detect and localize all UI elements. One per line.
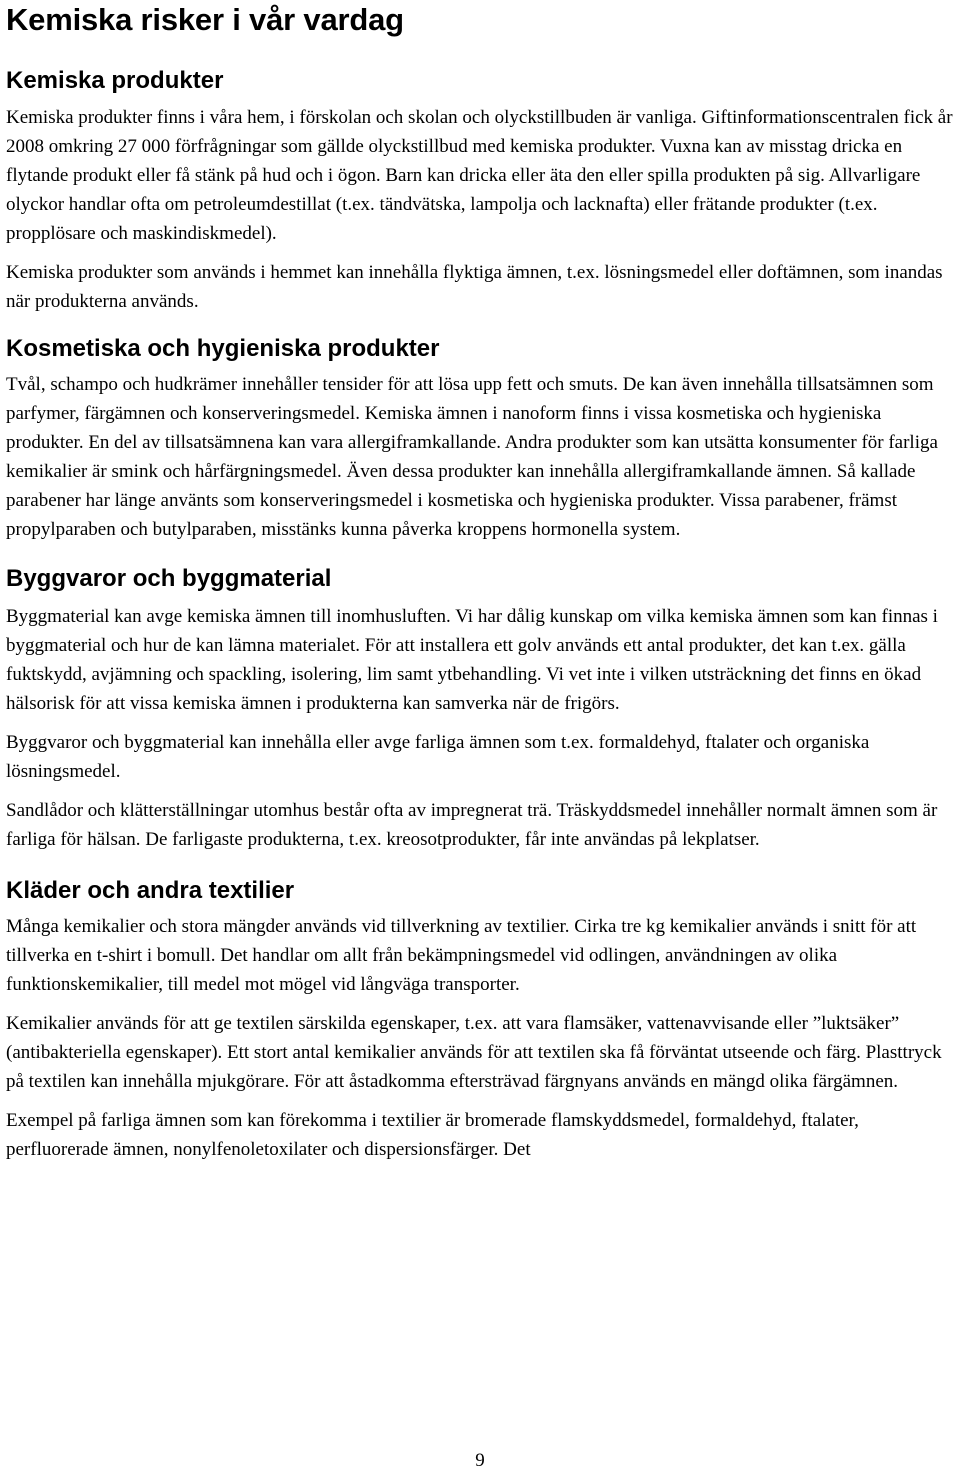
paragraph-klader-3: Exempel på farliga ämnen som kan förekomma i textilier är bromerade flamskyddsmedel, formaldehyd, ftalater, perfluorerade ämnen, nonylfenoletoxilater och dispersionsfärger. Det: [6, 1110, 859, 1160]
paragraph-byggvaror-2: Byggvaror och byggmaterial kan innehålla eller avge farliga ämnen som t.ex. formaldehyd, ftalater och organiska lösningsmedel.: [6, 732, 870, 782]
section-heading-kosmetiska: Kosmetiska och hygieniska produkter: [6, 335, 440, 362]
paragraph-kosmetiska-1: Tvål, schampo och hudkrämer innehåller tensider för att lösa upp fett och smuts. De kan även innehålla tillsatsämnen som parfymer, färgämnen och konserveringsmedel. Kemiska ämnen i nanoform finns i vissa kosmetiska och hygieniska produkter. En del av tillsatsämnena kan vara allergiframkallande. Andra produkter som kan utsätta konsumenter för farliga kemikalier är smink och hårfärgningsmedel. Även dessa produkter kan innehålla allergiframkallande ämnen. Så kallade parabener har länge använts som konserveringsmedel i kosmetiska och hygieniska produkter. Vissa parabener, främst propylparaben och butylparaben, misstänks kunna påverka kroppens hormonella system.: [6, 374, 938, 540]
paragraph-klader-2: Kemikalier används för att ge textilen särskilda egenskaper, t.ex. att vara flamsäker, vattenavvisande eller ”luktsäker” (antibakteriella egenskaper). Ett stort antal kemikalier används för att textilen ska få förväntat utseende och färg. Plasttryck på textilen kan innehålla mjukgörare. För att åstadkomma eftersträvad färgnyans används en mängd olika färgämnen.: [6, 1013, 942, 1092]
paragraph-kemiska-produkter-1: Kemiska produkter finns i våra hem, i förskolan och skolan och olyckstillbuden är vanliga. Giftinformationscentralen fick år 2008 omkring 27 000 förfrågningar som gällde olyckstillbud med kemiska produkter. Vuxna kan av misstag dricka en flytande produkt eller få stänk på hud och i ögon. Barn kan dricka eller äta den eller spilla produkten på sig. Allvarligare olyckor handlar ofta om petroleumdestillat (t.ex. tändvätska, lampolja och lacknafta) eller frätande produkter (t.ex. propplösare och maskindiskmedel).: [6, 107, 953, 244]
document-page: [6, 0, 954, 1164]
paragraph-byggvaror-3: Sandlådor och klätterställningar utomhus består ofta av impregnerat trä. Träskyddsmedel innehåller normalt ämnen som är farliga för hälsan. De farligaste produkterna, t.ex. kreosotprodukter, får inte användas på lekplatser.: [6, 800, 938, 850]
paragraph-klader-1: Många kemikalier och stora mängder används vid tillverkning av textilier. Cirka tre kg kemikalier används i snitt för att tillverka en t-shirt i bomull. Det handlar om allt från bekämpningsmedel vid odlingen, användningen av olika funktionskemikalier, till medel mot mögel vid långväga transporter.: [6, 916, 917, 995]
paragraph-kemiska-produkter-2: Kemiska produkter som används i hemmet kan innehålla flyktiga ämnen, t.ex. lösningsmedel eller doftämnen, som inandas när produkterna används.: [6, 262, 943, 312]
document-title: Kemiska risker i vår vardag: [6, 2, 404, 37]
page-number: 9: [475, 1450, 485, 1471]
section-heading-kemiska-produkter: Kemiska produkter: [6, 67, 224, 94]
section-heading-byggvaror: Byggvaror och byggmaterial: [6, 565, 332, 592]
paragraph-byggvaror-1: Byggmaterial kan avge kemiska ämnen till inomhusluften. Vi har dålig kunskap om vilka kemiska ämnen som kan finnas i byggmaterial och hur de kan lämna materialet. För att installera ett golv används ett antal produkter, det kan t.ex. gälla fuktskydd, avjämning och spackling, isolering, lim samt ytbehandling. Vi vet inte i vilken utsträckning det finns en ökad hälsorisk för att vissa kemiska ämnen i produkterna kan samverka när de frigörs.: [6, 606, 938, 714]
section-heading-klader: Kläder och andra textilier: [6, 877, 295, 904]
